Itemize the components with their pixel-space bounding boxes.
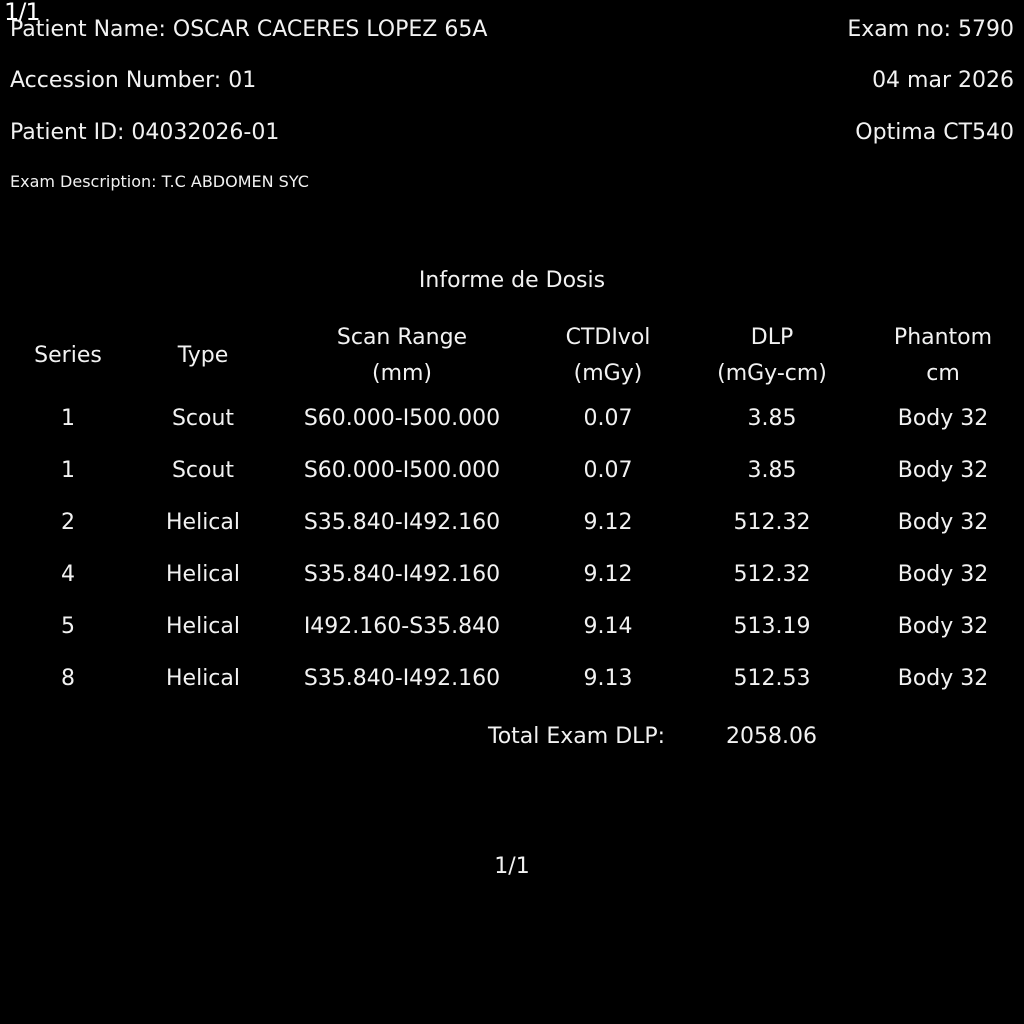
cell-ctdivol: 9.12: [583, 509, 633, 535]
table-row: [0, 496, 1024, 548]
cell-type: Scout: [171, 405, 235, 431]
cell-dlp: 512.32: [733, 561, 811, 587]
total-exam-dlp-label: Total Exam DLP:: [488, 724, 666, 749]
cell-ctdivol: 9.14: [583, 613, 633, 639]
column-header-ctdivol: CTDIvol (mGy): [565, 325, 651, 386]
accession-number: Accession Number: 01: [10, 68, 257, 93]
cell-type: Helical: [166, 509, 240, 535]
table-row: [0, 548, 1024, 600]
report-title: Informe de Dosis: [418, 268, 606, 293]
dose-table: [0, 320, 1024, 704]
cell-phantom: Body 32: [897, 613, 989, 639]
cell-scan-range: S35.840-I492.160: [303, 665, 501, 691]
exam-date: 04 mar 2026: [872, 68, 1014, 93]
patient-id: Patient ID: 04032026-01: [10, 120, 280, 145]
cell-dlp: 512.32: [733, 509, 811, 535]
cell-type: Helical: [166, 665, 240, 691]
column-header-series: Series: [34, 343, 102, 368]
cell-scan-range: S60.000-I500.000: [303, 457, 501, 483]
exam-description: Exam Description: T.C ABDOMEN SYC: [10, 172, 309, 191]
footer-page-number: 1/1: [494, 854, 530, 879]
table-row: [0, 444, 1024, 496]
cell-scan-range: S35.840-I492.160: [303, 561, 501, 587]
patient-name: Patient Name: OSCAR CACERES LOPEZ 65A: [10, 17, 488, 42]
cell-phantom: Body 32: [897, 457, 989, 483]
column-header-phantom: Phantom cm: [893, 325, 993, 386]
cell-series: 5: [61, 613, 75, 639]
cell-series: 1: [61, 405, 75, 431]
column-header-scan-range: Scan Range (mm): [336, 325, 468, 386]
cell-phantom: Body 32: [897, 665, 989, 691]
cell-series: 4: [61, 561, 75, 587]
column-header-dlp: DLP (mGy-cm): [717, 325, 827, 386]
cell-scan-range: S35.840-I492.160: [303, 509, 501, 535]
cell-series: 8: [61, 665, 75, 691]
dose-table-header: [0, 320, 1024, 392]
cell-phantom: Body 32: [897, 509, 989, 535]
cell-ctdivol: 9.12: [583, 561, 633, 587]
cell-series: 2: [61, 509, 75, 535]
cell-type: Helical: [166, 613, 240, 639]
cell-dlp: 513.19: [733, 613, 811, 639]
exam-number: Exam no: 5790: [847, 17, 1014, 42]
cell-type: Helical: [166, 561, 240, 587]
cell-ctdivol: 0.07: [583, 457, 633, 483]
table-row: [0, 392, 1024, 444]
table-row: [0, 652, 1024, 704]
cell-scan-range: S60.000-I500.000: [303, 405, 501, 431]
cell-dlp: 3.85: [747, 457, 797, 483]
table-row: [0, 600, 1024, 652]
cell-series: 1: [61, 457, 75, 483]
total-exam-dlp-value: 2058.06: [726, 724, 817, 749]
header-row: [0, 320, 1024, 392]
column-header-type: Type: [177, 343, 229, 368]
dose-table-body: [0, 392, 1024, 704]
page-indicator-overlay: 1/1: [4, 0, 40, 26]
cell-scan-range: I492.160-S35.840: [303, 613, 501, 639]
cell-phantom: Body 32: [897, 561, 989, 587]
cell-type: Scout: [171, 457, 235, 483]
cell-phantom: Body 32: [897, 405, 989, 431]
cell-ctdivol: 9.13: [583, 665, 633, 691]
scanner-model: Optima CT540: [855, 120, 1014, 145]
cell-dlp: 512.53: [733, 665, 811, 691]
cell-dlp: 3.85: [747, 405, 797, 431]
cell-ctdivol: 0.07: [583, 405, 633, 431]
